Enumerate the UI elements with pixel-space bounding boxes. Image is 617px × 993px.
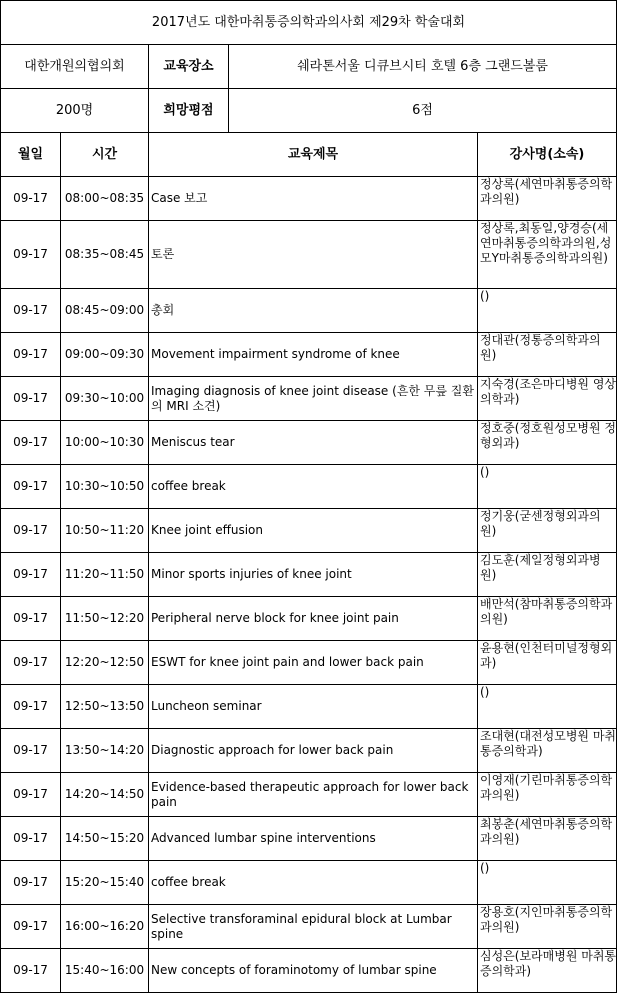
session-date: 09-17: [1, 177, 61, 221]
session-date: 09-17: [1, 421, 61, 465]
session-time: 12:50~13:50: [61, 685, 149, 729]
session-row: [1, 641, 617, 685]
venue-label: 교육장소: [149, 45, 229, 89]
session-speaker: 정대관(정통증의학과의원): [478, 333, 617, 377]
session-title: Luncheon seminar: [149, 685, 478, 729]
attendance: 200명: [1, 89, 149, 133]
session-row: [1, 333, 617, 377]
session-date: 09-17: [1, 221, 61, 289]
session-date: 09-17: [1, 641, 61, 685]
session-time: 08:35~08:45: [61, 221, 149, 289]
session-speaker: 윤용현(인천터미널정형외과): [478, 641, 617, 685]
session-date: 09-17: [1, 465, 61, 509]
session-date: 09-17: [1, 861, 61, 905]
col-header-speaker: 강사명(소속): [478, 133, 617, 177]
session-row: [1, 465, 617, 509]
session-title: Imaging diagnosis of knee joint disease (흔한 무릎 질환의 MRI 소견): [149, 377, 478, 421]
session-time: 16:00~16:20: [61, 905, 149, 949]
session-row: [1, 861, 617, 905]
session-date: 09-17: [1, 729, 61, 773]
session-date: 09-17: [1, 377, 61, 421]
session-speaker: (): [478, 685, 617, 729]
session-speaker: 조대현(대전성모병원 마취통증의학과): [478, 729, 617, 773]
session-title: 총회: [149, 289, 478, 333]
session-date: 09-17: [1, 817, 61, 861]
session-row: [1, 553, 617, 597]
session-title: Advanced lumbar spine interventions: [149, 817, 478, 861]
session-title: Case 보고: [149, 177, 478, 221]
session-time: 10:50~11:20: [61, 509, 149, 553]
session-date: 09-17: [1, 685, 61, 729]
session-speaker: 정호중(정호원성모병원 정형외과): [478, 421, 617, 465]
session-speaker: 김도훈(제일정형외과병원): [478, 553, 617, 597]
points-row: [1, 89, 617, 133]
session-row: [1, 289, 617, 333]
session-time: 15:40~16:00: [61, 949, 149, 993]
session-date: 09-17: [1, 949, 61, 993]
session-time: 11:50~12:20: [61, 597, 149, 641]
session-time: 12:20~12:50: [61, 641, 149, 685]
session-time: 08:00~08:35: [61, 177, 149, 221]
col-header-time: 시간: [61, 133, 149, 177]
venue-row: [1, 45, 617, 89]
session-title: Meniscus tear: [149, 421, 478, 465]
session-date: 09-17: [1, 905, 61, 949]
session-title: 토론: [149, 221, 478, 289]
session-title: Movement impairment syndrome of knee: [149, 333, 478, 377]
session-date: 09-17: [1, 773, 61, 817]
session-title: Selective transforaminal epidural block at Lumbar spine: [149, 905, 478, 949]
session-title: Evidence-based therapeutic approach for lower back pain: [149, 773, 478, 817]
session-row: [1, 377, 617, 421]
session-date: 09-17: [1, 509, 61, 553]
session-speaker: 정기웅(굳센정형외과의원): [478, 509, 617, 553]
session-row: [1, 509, 617, 553]
session-speaker: 정상록,최동일,양경승(세연마취통증의학과의원,성모Y마취통증의학과의원): [478, 221, 617, 289]
session-title: Peripheral nerve block for knee joint pain: [149, 597, 478, 641]
session-title: New concepts of foraminotomy of lumbar spine: [149, 949, 478, 993]
session-row: [1, 949, 617, 993]
session-date: 09-17: [1, 333, 61, 377]
session-row: [1, 177, 617, 221]
points-value: 6점: [229, 89, 617, 133]
session-title: coffee break: [149, 465, 478, 509]
session-row: [1, 773, 617, 817]
session-title: coffee break: [149, 861, 478, 905]
session-title: Knee joint effusion: [149, 509, 478, 553]
session-row: [1, 597, 617, 641]
session-time: 13:50~14:20: [61, 729, 149, 773]
session-speaker: 장용호(지인마취통증의학과의원): [478, 905, 617, 949]
session-speaker: (): [478, 861, 617, 905]
session-row: [1, 685, 617, 729]
session-time: 09:00~09:30: [61, 333, 149, 377]
event-title: 2017년도 대한마취통증의학과의사회 제29차 학술대회: [1, 1, 617, 45]
column-header-row: [1, 133, 617, 177]
session-date: 09-17: [1, 597, 61, 641]
session-row: [1, 817, 617, 861]
session-row: [1, 221, 617, 289]
session-speaker: 배만석(참마취통증의학과의원): [478, 597, 617, 641]
session-time: 15:20~15:40: [61, 861, 149, 905]
session-speaker: (): [478, 465, 617, 509]
session-time: 08:45~09:00: [61, 289, 149, 333]
session-speaker: 정상록(세연마취통증의학과의원): [478, 177, 617, 221]
session-speaker: 심성은(보라매병원 마취통증의학과): [478, 949, 617, 993]
session-date: 09-17: [1, 289, 61, 333]
session-row: [1, 421, 617, 465]
session-time: 11:20~11:50: [61, 553, 149, 597]
session-speaker: 지숙경(조은마디병원 영상의학과): [478, 377, 617, 421]
session-time: 10:30~10:50: [61, 465, 149, 509]
session-title: Diagnostic approach for lower back pain: [149, 729, 478, 773]
session-row: [1, 905, 617, 949]
title-row: [1, 1, 617, 45]
venue-value: 쉐라톤서울 디큐브시티 호텔 6층 그랜드볼룸: [229, 45, 617, 89]
session-title: ESWT for knee joint pain and lower back pain: [149, 641, 478, 685]
session-time: 10:00~10:30: [61, 421, 149, 465]
col-header-title: 교육제목: [149, 133, 478, 177]
session-time: 14:50~15:20: [61, 817, 149, 861]
organizer: 대한개원의협의회: [1, 45, 149, 89]
session-date: 09-17: [1, 553, 61, 597]
session-speaker: (): [478, 289, 617, 333]
session-title: Minor sports injuries of knee joint: [149, 553, 478, 597]
session-time: 09:30~10:00: [61, 377, 149, 421]
session-speaker: 최봉춘(세연마취통증의학과의원): [478, 817, 617, 861]
points-label: 희망평점: [149, 89, 229, 133]
session-row: [1, 729, 617, 773]
col-header-date: 월일: [1, 133, 61, 177]
session-speaker: 이영재(기린마취통증의학과의원): [478, 773, 617, 817]
session-time: 14:20~14:50: [61, 773, 149, 817]
